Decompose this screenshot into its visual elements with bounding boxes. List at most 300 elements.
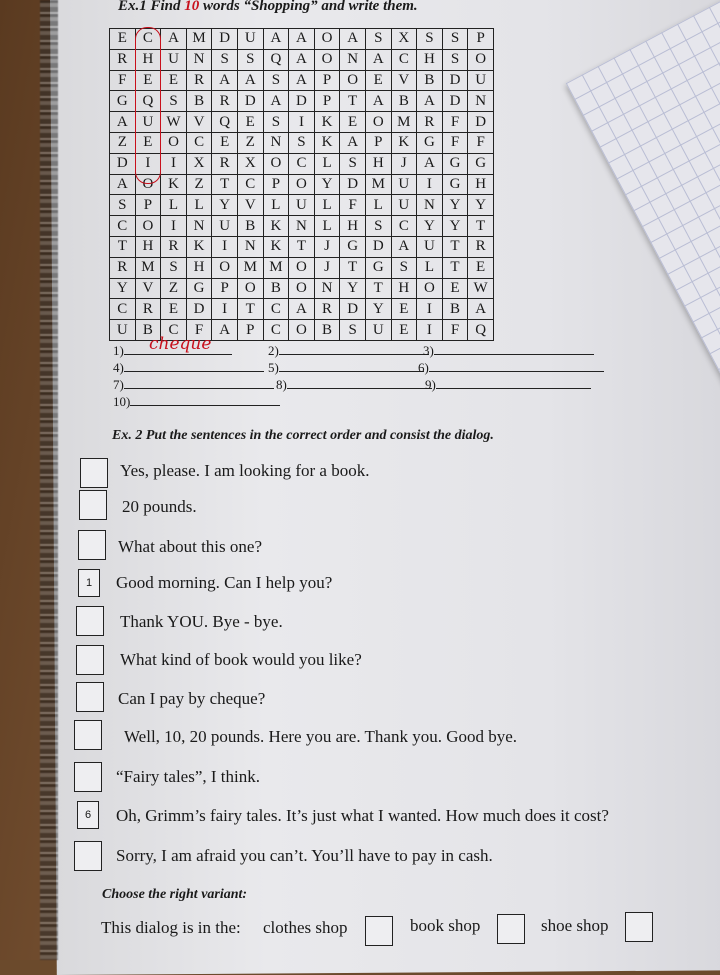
grid-cell[interactable]: I [417, 320, 443, 341]
grid-cell[interactable]: S [340, 320, 366, 341]
grid-cell[interactable]: R [186, 70, 212, 91]
dialog-sentence: “Fairy tales”, I think. [116, 767, 260, 786]
order-box[interactable] [74, 841, 102, 871]
grid-cell[interactable]: F [442, 112, 468, 133]
grid-cell[interactable]: S [263, 70, 289, 91]
grid-cell[interactable]: S [110, 195, 136, 216]
grid-cell[interactable]: X [391, 29, 417, 50]
grid-cell[interactable]: S [391, 257, 417, 278]
grid-cell[interactable]: E [391, 320, 417, 341]
grid-cell[interactable]: Z [161, 278, 187, 299]
grid-cell[interactable]: P [314, 91, 340, 112]
answer-number: 7) [113, 377, 124, 392]
answer-line-3 [423, 342, 594, 359]
grid-cell[interactable]: K [314, 132, 340, 153]
grid-cell[interactable]: C [391, 216, 417, 237]
grid-cell[interactable]: V [135, 278, 161, 299]
grid-cell[interactable]: Y [468, 195, 494, 216]
grid-cell[interactable]: D [237, 91, 263, 112]
grid-cell[interactable]: I [417, 299, 443, 320]
grid-cell[interactable]: R [135, 299, 161, 320]
grid-cell[interactable]: O [340, 70, 366, 91]
choose-variant-title: Choose the right variant: [102, 887, 248, 902]
grid-cell[interactable]: Q [263, 49, 289, 70]
grid-cell[interactable]: C [391, 49, 417, 70]
order-box[interactable]: 1 [78, 569, 100, 597]
grid-cell[interactable]: O [289, 320, 315, 341]
grid-cell[interactable]: R [417, 112, 443, 133]
grid-cell[interactable]: L [417, 257, 443, 278]
handwritten-answer: cheque [149, 334, 212, 354]
answer-line-4 [113, 359, 264, 376]
grid-cell[interactable]: I [161, 153, 187, 174]
grid-cell[interactable]: Q [468, 320, 494, 341]
grid-cell[interactable]: R [212, 91, 238, 112]
answer-number: 10) [113, 394, 131, 409]
grid-cell[interactable]: O [237, 278, 263, 299]
grid-cell[interactable]: D [289, 91, 315, 112]
grid-cell[interactable]: T [340, 257, 366, 278]
grid-cell[interactable]: A [365, 49, 391, 70]
grid-cell[interactable]: B [391, 91, 417, 112]
grid-cell[interactable]: Q [212, 112, 238, 133]
grid-cell[interactable]: Z [186, 174, 212, 195]
answer-line-8 [276, 376, 432, 393]
order-box[interactable] [76, 682, 104, 712]
grid-cell[interactable]: U [161, 49, 187, 70]
dialog-sentence: Thank YOU. Bye - bye. [120, 612, 283, 631]
grid-cell[interactable]: F [468, 132, 494, 153]
grid-cell[interactable]: I [417, 174, 443, 195]
exercise-1-title [118, 0, 418, 15]
order-box[interactable] [78, 530, 106, 560]
answer-line-6 [418, 359, 604, 376]
grid-cell[interactable]: H [135, 236, 161, 257]
grid-cell[interactable]: O [289, 174, 315, 195]
grid-cell[interactable]: E [161, 299, 187, 320]
grid-cell[interactable]: L [314, 216, 340, 237]
grid-cell[interactable]: N [186, 49, 212, 70]
grid-cell[interactable]: O [212, 257, 238, 278]
grid-cell[interactable]: O [263, 153, 289, 174]
grid-cell[interactable]: D [340, 174, 366, 195]
variant-checkbox[interactable] [497, 914, 525, 944]
answer-blank[interactable] [124, 376, 274, 389]
order-box[interactable] [76, 645, 104, 675]
grid-row [110, 91, 494, 112]
grid-cell[interactable]: L [263, 195, 289, 216]
grid-cell[interactable]: O [365, 112, 391, 133]
dialog-sentence: Yes, please. I am looking for a book. [120, 461, 370, 480]
grid-cell[interactable]: D [212, 29, 238, 50]
order-box[interactable] [80, 458, 108, 488]
grid-cell[interactable]: U [391, 195, 417, 216]
grid-cell[interactable]: L [314, 153, 340, 174]
grid-cell[interactable]: U [289, 195, 315, 216]
grid-cell[interactable]: N [263, 132, 289, 153]
grid-cell[interactable]: O [135, 174, 161, 195]
grid-cell[interactable]: P [468, 29, 494, 50]
grid-cell[interactable]: D [442, 70, 468, 91]
answer-blank[interactable] [124, 359, 264, 372]
grid-cell[interactable]: O [314, 49, 340, 70]
dialog-sentence: Can I pay by cheque? [118, 689, 266, 708]
grid-cell[interactable]: T [110, 236, 136, 257]
grid-cell[interactable]: C [289, 153, 315, 174]
grid-cell[interactable]: T [442, 257, 468, 278]
grid-cell[interactable]: A [365, 91, 391, 112]
grid-cell[interactable]: S [237, 49, 263, 70]
grid-cell[interactable]: E [365, 70, 391, 91]
grid-cell[interactable]: R [468, 236, 494, 257]
answer-number: 1) [113, 343, 124, 358]
grid-cell[interactable]: O [314, 29, 340, 50]
grid-cell[interactable]: R [212, 153, 238, 174]
grid-cell[interactable]: T [237, 299, 263, 320]
grid-cell[interactable]: C [161, 320, 187, 341]
grid-cell[interactable]: E [391, 299, 417, 320]
grid-cell[interactable]: P [237, 320, 263, 341]
grid-cell[interactable]: I [212, 236, 238, 257]
grid-cell[interactable]: Y [442, 195, 468, 216]
grid-cell[interactable]: H [391, 278, 417, 299]
grid-cell[interactable]: R [314, 299, 340, 320]
grid-cell[interactable]: C [263, 320, 289, 341]
grid-cell[interactable]: E [237, 112, 263, 133]
exercise-1-title-prefix: Ex.1 Find [118, 0, 185, 14]
grid-cell[interactable]: A [468, 299, 494, 320]
order-box[interactable] [74, 720, 102, 750]
answer-number: 9) [425, 377, 436, 392]
grid-cell[interactable]: P [314, 70, 340, 91]
grid-cell[interactable]: T [365, 278, 391, 299]
grid-cell[interactable]: F [442, 132, 468, 153]
grid-cell[interactable]: U [110, 320, 136, 341]
variant-option-label: book shop [410, 916, 481, 935]
grid-cell[interactable]: O [289, 257, 315, 278]
grid-row [110, 236, 494, 257]
grid-cell[interactable]: B [135, 320, 161, 341]
word-search-grid [109, 28, 494, 341]
grid-cell[interactable]: L [161, 195, 187, 216]
grid-cell[interactable]: D [468, 112, 494, 133]
grid-cell[interactable]: S [289, 132, 315, 153]
grid-cell[interactable]: D [340, 299, 366, 320]
grid-cell[interactable]: H [186, 257, 212, 278]
grid-cell[interactable]: L [186, 195, 212, 216]
grid-cell[interactable]: I [212, 299, 238, 320]
grid-cell[interactable]: N [289, 216, 315, 237]
dialog-sentence: Sorry, I am afraid you can’t. You’ll have to pay in cash. [116, 846, 493, 865]
grid-cell[interactable]: M [186, 29, 212, 50]
order-box[interactable] [76, 606, 104, 636]
grid-cell[interactable]: K [314, 112, 340, 133]
grid-cell[interactable]: L [314, 195, 340, 216]
answer-line-9 [425, 376, 591, 393]
grid-cell[interactable]: U [212, 216, 238, 237]
grid-cell[interactable]: D [365, 236, 391, 257]
grid-row [110, 49, 494, 70]
grid-cell[interactable]: Y [340, 278, 366, 299]
grid-cell[interactable]: A [417, 153, 443, 174]
grid-cell[interactable]: G [340, 236, 366, 257]
grid-cell[interactable]: G [110, 91, 136, 112]
grid-row [110, 278, 494, 299]
grid-cell[interactable]: B [186, 91, 212, 112]
grid-cell[interactable]: T [212, 174, 238, 195]
dialog-sentence: 20 pounds. [122, 497, 197, 516]
grid-cell[interactable]: F [340, 195, 366, 216]
grid-cell[interactable]: A [289, 29, 315, 50]
grid-cell[interactable]: P [135, 195, 161, 216]
grid-row [110, 299, 494, 320]
answer-line-5 [268, 359, 424, 376]
answer-number: 3) [423, 343, 434, 358]
grid-cell[interactable]: A [212, 70, 238, 91]
answer-blank[interactable] [279, 359, 424, 372]
grid-cell[interactable]: T [468, 216, 494, 237]
grid-cell[interactable]: D [442, 91, 468, 112]
grid-cell[interactable]: S [365, 216, 391, 237]
grid-cell[interactable]: J [391, 153, 417, 174]
grid-cell[interactable]: H [340, 216, 366, 237]
grid-cell[interactable]: E [340, 112, 366, 133]
grid-cell[interactable]: C [263, 299, 289, 320]
grid-cell[interactable]: Y [110, 278, 136, 299]
grid-cell[interactable]: Y [442, 216, 468, 237]
grid-cell[interactable]: A [289, 49, 315, 70]
grid-cell[interactable]: Z [237, 132, 263, 153]
grid-cell[interactable]: B [417, 70, 443, 91]
answer-blank[interactable] [436, 376, 591, 389]
grid-cell[interactable]: B [237, 216, 263, 237]
answer-number: 8) [276, 377, 287, 392]
grid-cell[interactable]: E [442, 278, 468, 299]
grid-cell[interactable]: S [442, 29, 468, 50]
grid-cell[interactable]: G [365, 257, 391, 278]
grid-cell[interactable]: M [365, 174, 391, 195]
grid-cell[interactable]: A [161, 29, 187, 50]
answer-blank[interactable] [130, 393, 280, 406]
grid-cell[interactable]: E [135, 132, 161, 153]
grid-cell[interactable]: P [263, 174, 289, 195]
grid-cell[interactable]: F [110, 70, 136, 91]
grid-cell[interactable]: A [289, 70, 315, 91]
grid-row [110, 153, 494, 174]
grid-cell[interactable]: I [161, 216, 187, 237]
grid-cell[interactable]: B [442, 299, 468, 320]
answer-number: 6) [418, 360, 429, 375]
variant-checkbox[interactable] [625, 912, 653, 942]
grid-cell[interactable]: K [263, 236, 289, 257]
grid-cell[interactable]: S [340, 153, 366, 174]
grid-cell[interactable]: G [442, 153, 468, 174]
variant-checkbox[interactable] [365, 916, 393, 946]
order-box[interactable] [79, 490, 107, 520]
grid-cell[interactable]: X [237, 153, 263, 174]
shop-variant-line [101, 916, 609, 938]
grid-cell[interactable]: I [135, 153, 161, 174]
grid-cell[interactable]: Y [417, 216, 443, 237]
grid-cell[interactable]: A [110, 112, 136, 133]
grid-cell[interactable]: C [237, 174, 263, 195]
grid-cell[interactable]: E [468, 257, 494, 278]
grid-cell[interactable]: G [442, 174, 468, 195]
variant-option-label: shoe shop [541, 916, 609, 935]
grid-cell[interactable]: R [161, 236, 187, 257]
grid-cell[interactable]: C [186, 132, 212, 153]
grid-cell[interactable]: N [237, 236, 263, 257]
grid-cell[interactable]: I [289, 112, 315, 133]
grid-cell[interactable]: F [442, 320, 468, 341]
grid-cell[interactable]: G [468, 153, 494, 174]
grid-cell[interactable]: U [135, 112, 161, 133]
grid-row [110, 195, 494, 216]
grid-cell[interactable]: T [340, 91, 366, 112]
grid-cell[interactable]: J [314, 236, 340, 257]
grid-cell[interactable]: A [263, 29, 289, 50]
answer-blank[interactable] [429, 359, 604, 372]
grid-cell[interactable]: S [365, 29, 391, 50]
grid-cell[interactable]: S [161, 257, 187, 278]
dialog-sentence: What about this one? [118, 537, 262, 556]
grid-cell[interactable]: S [417, 29, 443, 50]
grid-cell[interactable]: V [237, 195, 263, 216]
answer-line-2 [268, 342, 429, 359]
grid-cell[interactable]: A [289, 299, 315, 320]
grid-cell[interactable]: S [161, 91, 187, 112]
grid-cell[interactable]: A [417, 91, 443, 112]
grid-cell[interactable]: U [391, 174, 417, 195]
grid-row [110, 112, 494, 133]
grid-cell[interactable]: O [289, 278, 315, 299]
grid-cell[interactable]: Z [110, 132, 136, 153]
grid-cell[interactable]: H [135, 49, 161, 70]
grid-cell[interactable]: E [110, 29, 136, 50]
grid-cell[interactable]: N [468, 91, 494, 112]
grid-cell[interactable]: Y [365, 299, 391, 320]
grid-cell[interactable]: E [161, 70, 187, 91]
grid-cell[interactable]: J [314, 257, 340, 278]
grid-cell[interactable]: Y [314, 174, 340, 195]
grid-cell[interactable]: R [110, 49, 136, 70]
grid-cell[interactable]: H [417, 49, 443, 70]
grid-cell[interactable]: V [186, 112, 212, 133]
grid-cell[interactable]: A [212, 320, 238, 341]
grid-row [110, 257, 494, 278]
grid-cell[interactable]: G [417, 132, 443, 153]
grid-cell[interactable]: D [110, 153, 136, 174]
grid-row [110, 132, 494, 153]
grid-cell[interactable]: M [135, 257, 161, 278]
order-box[interactable]: 6 [77, 801, 99, 829]
grid-cell[interactable]: V [391, 70, 417, 91]
grid-cell[interactable]: H [365, 153, 391, 174]
grid-cell[interactable]: K [186, 236, 212, 257]
grid-cell[interactable]: S [212, 49, 238, 70]
grid-cell[interactable]: C [110, 299, 136, 320]
answer-blank[interactable] [434, 342, 594, 355]
grid-row [110, 70, 494, 91]
grid-cell[interactable]: O [468, 49, 494, 70]
grid-cell[interactable]: N [314, 278, 340, 299]
grid-cell[interactable]: D [186, 299, 212, 320]
answer-blank[interactable] [287, 376, 432, 389]
grid-cell[interactable]: O [417, 278, 443, 299]
grid-cell[interactable]: P [212, 278, 238, 299]
dialog-sentence: What kind of book would you like? [120, 650, 362, 669]
grid-cell[interactable]: Q [135, 91, 161, 112]
grid-cell[interactable]: B [314, 320, 340, 341]
grid-cell[interactable]: A [263, 91, 289, 112]
grid-cell[interactable]: A [340, 132, 366, 153]
grid-cell[interactable]: R [110, 257, 136, 278]
grid-cell[interactable]: N [340, 49, 366, 70]
grid-cell[interactable]: U [417, 236, 443, 257]
grid-cell[interactable]: Y [212, 195, 238, 216]
grid-cell[interactable]: K [263, 216, 289, 237]
grid-cell[interactable]: S [442, 49, 468, 70]
grid-cell[interactable]: M [237, 257, 263, 278]
grid-cell[interactable]: A [110, 174, 136, 195]
answer-number: 2) [268, 343, 279, 358]
grid-cell[interactable]: K [391, 132, 417, 153]
grid-cell[interactable]: M [391, 112, 417, 133]
grid-cell[interactable]: T [442, 236, 468, 257]
grid-cell[interactable]: L [365, 195, 391, 216]
answer-line-1 [113, 334, 232, 359]
grid-cell[interactable]: A [391, 236, 417, 257]
grid-cell[interactable]: E [212, 132, 238, 153]
grid-cell[interactable]: U [468, 70, 494, 91]
grid-cell[interactable]: W [161, 112, 187, 133]
grid-cell[interactable]: N [417, 195, 443, 216]
order-box[interactable] [74, 762, 102, 792]
grid-cell[interactable]: A [237, 70, 263, 91]
grid-cell[interactable]: O [161, 132, 187, 153]
grid-cell[interactable]: N [186, 216, 212, 237]
answer-line-10 [113, 393, 280, 410]
grid-row [110, 216, 494, 237]
grid-cell[interactable]: U [365, 320, 391, 341]
grid-cell[interactable]: A [340, 29, 366, 50]
grid-cell[interactable]: C [135, 29, 161, 50]
grid-cell[interactable]: F [186, 320, 212, 341]
dialog-sentence: Good morning. Can I help you? [116, 573, 333, 592]
grid-cell[interactable]: K [161, 174, 187, 195]
grid-cell[interactable]: O [135, 216, 161, 237]
dialog-sentence: Oh, Grimm’s fairy tales. It’s just what I wanted. How much does it cost? [116, 806, 609, 825]
variant-prefix: This dialog is in the: [101, 918, 241, 937]
grid-cell[interactable]: W [468, 278, 494, 299]
answer-line-7 [113, 376, 274, 393]
grid-cell[interactable]: H [468, 174, 494, 195]
answer-blank[interactable] [279, 342, 429, 355]
grid-cell[interactable]: C [110, 216, 136, 237]
grid-cell[interactable]: B [263, 278, 289, 299]
grid-cell[interactable]: S [263, 112, 289, 133]
dialog-sentence: Well, 10, 20 pounds. Here you are. Thank you. Good bye. [124, 727, 518, 746]
grid-cell[interactable]: E [135, 70, 161, 91]
grid-cell[interactable]: X [186, 153, 212, 174]
grid-cell[interactable]: T [289, 236, 315, 257]
grid-cell[interactable]: G [186, 278, 212, 299]
grid-row [110, 174, 494, 195]
grid-cell[interactable]: U [237, 29, 263, 50]
answer-number: 4) [113, 360, 124, 375]
grid-cell[interactable]: P [365, 132, 391, 153]
grid-cell[interactable]: M [263, 257, 289, 278]
